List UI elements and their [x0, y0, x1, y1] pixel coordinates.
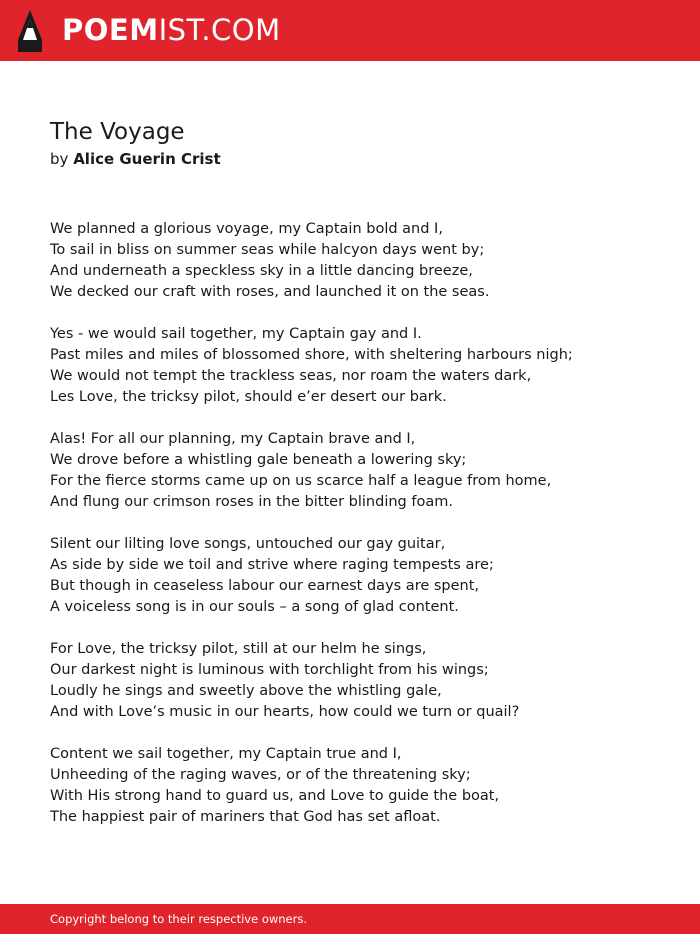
poem-line: A voiceless song is in our souls – a song of glad content.	[50, 599, 459, 615]
stanza	[50, 324, 670, 408]
stanza	[50, 219, 670, 303]
poem-line: As side by side we toil and strive where raging tempests are;	[50, 557, 494, 573]
logo-light-text: IST.COM	[158, 13, 281, 47]
poem-byline	[50, 150, 221, 168]
stanza	[50, 534, 670, 618]
byline-prefix: by	[50, 150, 69, 168]
stanza	[50, 744, 670, 828]
poem-line: And flung our crimson roses in the bitter blinding foam.	[50, 494, 453, 510]
poem-line: And with Love’s music in our hearts, how could we turn or quail?	[50, 704, 520, 720]
poem-line: Content we sail together, my Captain true and I,	[50, 746, 402, 762]
poem-title: The Voyage	[50, 119, 185, 145]
poem-line: And underneath a speckless sky in a little dancing breeze,	[50, 263, 473, 279]
site-logo[interactable]	[62, 13, 281, 47]
poem-line: Les Love, the tricksy pilot, should e’er desert our bark.	[50, 389, 447, 405]
poem-line: Unheeding of the raging waves, or of the threatening sky;	[50, 767, 471, 783]
poem-line: For the fierce storms came up on us scarce half a league from home,	[50, 473, 552, 489]
poem-line: Past miles and miles of blossomed shore, with sheltering harbours nigh;	[50, 347, 573, 363]
copyright-notice: Copyright belong to their respective owners.	[50, 912, 308, 926]
poem-line: For Love, the tricksy pilot, still at our helm he sings,	[50, 641, 427, 657]
poem-body	[50, 219, 670, 849]
site-header	[0, 0, 700, 61]
poem-line: We drove before a whistling gale beneath a lowering sky;	[50, 452, 467, 468]
stanza	[50, 639, 670, 723]
poem-line: We decked our craft with roses, and launched it on the seas.	[50, 284, 490, 300]
poem-line: To sail in bliss on summer seas while halcyon days went by;	[50, 242, 485, 258]
poem-line: Loudly he sings and sweetly above the whistling gale,	[50, 683, 442, 699]
stanza	[50, 429, 670, 513]
poem-line: The happiest pair of mariners that God has set afloat.	[50, 809, 441, 825]
pencil-tip-icon[interactable]	[18, 10, 42, 52]
poem-line: We would not tempt the trackless seas, nor roam the waters dark,	[50, 368, 532, 384]
poem-line: Alas! For all our planning, my Captain brave and I,	[50, 431, 416, 447]
logo-bold-text: POEM	[62, 13, 159, 47]
poem-line: We planned a glorious voyage, my Captain bold and I,	[50, 221, 443, 237]
poem-line: Yes - we would sail together, my Captain gay and I.	[50, 326, 422, 342]
poem-author: Alice Guerin Crist	[73, 150, 221, 168]
poem-line: Our darkest night is luminous with torchlight from his wings;	[50, 662, 489, 678]
poem-line: With His strong hand to guard us, and Love to guide the boat,	[50, 788, 500, 804]
poem-line: Silent our lilting love songs, untouched our gay guitar,	[50, 536, 446, 552]
poem-line: But though in ceaseless labour our earnest days are spent,	[50, 578, 480, 594]
site-footer	[0, 904, 700, 934]
